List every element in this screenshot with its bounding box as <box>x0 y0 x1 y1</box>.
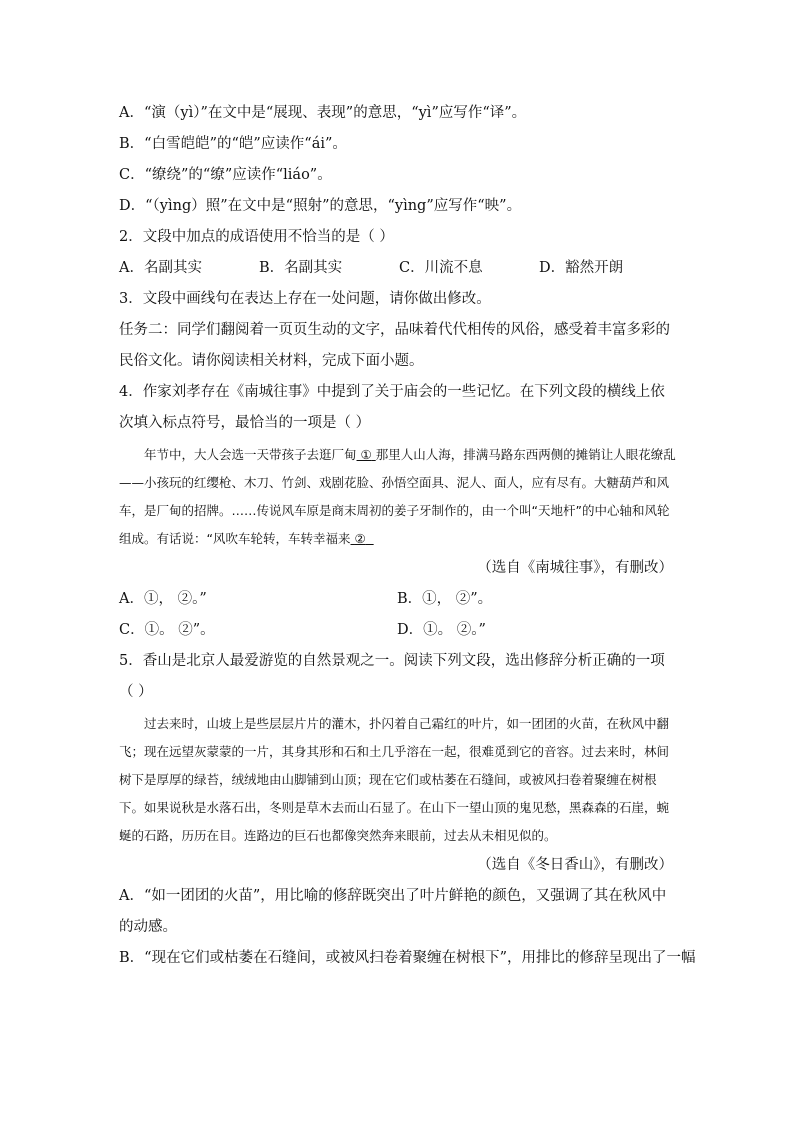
q4-option-b[interactable]: B．①， ②”。 <box>397 591 493 607</box>
q5-stem: 5．香山是北京人最爱游览的自然景观之一。阅读下列文段，选出修辞分析正确的一项（ ） <box>119 653 665 700</box>
q4-option-a[interactable]: A．①， ②。” <box>119 591 207 607</box>
exam-page <box>119 98 696 974</box>
q4-passage-part-1: 年节中，大人会选一天带孩子去逛厂甸 <box>144 447 357 462</box>
q5-option-a[interactable]: A．“如一团团的火苗”，用比喻的修辞既突出了叶片鲜艳的颜色，又强调了其在秋风中的动感。 <box>119 888 667 935</box>
q4-source: （选自《南城往事》，有删改） <box>477 560 673 576</box>
q1-option-b[interactable]: B．“白雪皑皑”的“皑”应读作“ái”。 <box>119 136 347 152</box>
q4-stem: 4．作家刘孝存在《南城往事》中提到了关于庙会的一些记忆。在下列文段的横线上依次填入标点符号，最恰当的一项是（ ） <box>119 384 665 431</box>
q4-option-d[interactable]: D．①。 ②。” <box>397 622 486 638</box>
q4-options-row-1 <box>119 584 679 615</box>
q2-option-b[interactable]: B．名副其实 <box>259 260 343 276</box>
q5-passage: 过去来时，山坡上是些层层片片的灌木，扑闪着自己霜红的叶片，如一团团的火苗，在秋风中翻飞；现在远望灰蒙蒙的一片，其身其形和石和土几乎溶在一起，很难觅到它的音容。过去来时，林间树下是厚厚的绿苔，绒绒地由山脚铺到山顶；现在它们或枯萎在石缝间，或被风扫卷着聚缠在树根下。如果说秋是水落石出，冬则是草木去而山石显了。在山下一望山顶的鬼见愁，黑森森的石崖，蜿蜒的石路，历历在目。连路边的巨石也都像突然奔来眼前，过去从未相见似的。 <box>119 716 670 843</box>
q4-blank-2: ② <box>354 531 366 546</box>
q3-stem: 3．文段中画线句在表达上存在一处问题，请你做出修改。 <box>119 291 491 307</box>
task2-text: 任务二：同学们翻阅着一页页生动的文字，品味着代代相传的风俗，感受着丰富多彩的民俗文化。请你阅读相关材料，完成下面小题。 <box>119 322 670 369</box>
q4-passage-part-2: 那里人山人海，排满马路东西两侧的摊销让人眼花缭乱——小孩玩的红缨枪、木刀、竹剑、戏剧花脸、孙悟空面具、泥人、面人，应有尽有。大糖葫芦和风车，是厂甸的招牌。……传说风车原是商末周初的姜子牙制作的，由一个叫“天地杆”的中心轴和风轮组成。有话说：“风吹车轮转，车转幸福来 <box>119 447 676 546</box>
q2-option-a[interactable]: A．名副其实 <box>119 260 202 276</box>
q5-source: （选自《冬日香山》，有删改） <box>477 857 673 873</box>
q2-stem: 2．文段中加点的成语使用不恰当的是（ ） <box>119 229 394 245</box>
q1-option-c[interactable]: C．“缭绕”的“缭”应读作“liáo”。 <box>119 167 332 183</box>
q1-option-d[interactable]: D．“（yìng）照”在文中是“照射”的意思，“yìng”应写作“映”。 <box>119 198 522 214</box>
q4-blank-1: ① <box>360 447 372 462</box>
q4-passage <box>119 441 679 553</box>
q4-options-row-2 <box>119 615 679 646</box>
q2-option-c[interactable]: C．川流不息 <box>399 260 483 276</box>
q4-option-c[interactable]: C．①。 ②”。 <box>119 622 215 638</box>
q1-option-a[interactable]: A．“演（yì）”在文中是“展现、表现”的意思，“yì”应写作“译”。 <box>119 105 527 121</box>
q2-option-d[interactable]: D．豁然开朗 <box>539 260 624 276</box>
q2-options <box>119 253 679 284</box>
q5-option-b[interactable]: B．“现在它们或枯萎在石缝间，或被风扫卷着聚缠在树根下”，用排比的修辞呈现出了一幅 <box>119 950 696 966</box>
